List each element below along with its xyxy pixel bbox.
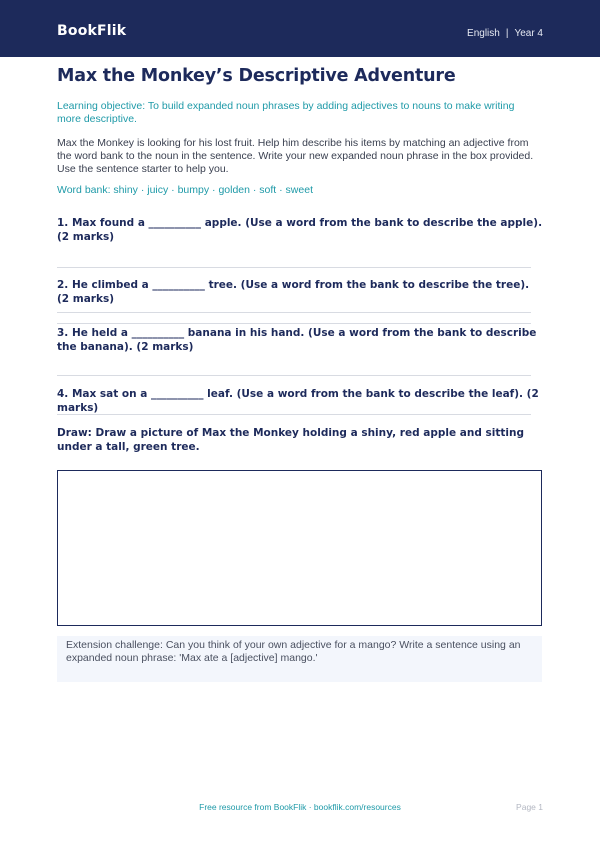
question-3: 3. He held a __________ banana in his hand. (Use a word from the bank to describe the banana). (2 marks) xyxy=(57,327,537,353)
subject-label: English xyxy=(467,28,500,39)
meta-separator: | xyxy=(505,28,509,39)
year-label: Year 4 xyxy=(514,28,543,39)
answer-line-3[interactable] xyxy=(57,375,531,376)
answer-line-2b[interactable] xyxy=(57,323,531,324)
question-4: 4. Max sat on a __________ leaf. (Use a word from the bank to describe the leaf). (2 marks) xyxy=(57,388,539,414)
footer-text: Free resource from BookFlik · bookflik.com/resources xyxy=(199,802,401,812)
answer-line-2[interactable] xyxy=(57,312,531,313)
header-bar xyxy=(0,0,600,57)
learning-objective: Learning objective: To build expanded noun phrases by adding adjectives to nouns to make writing more descriptive. xyxy=(57,100,515,125)
question-2: 2. He climbed a __________ tree. (Use a word from the bank to describe the tree). (2 marks) xyxy=(57,279,530,305)
answer-line-4[interactable] xyxy=(57,414,531,415)
subject-year xyxy=(467,28,543,39)
drawing-box[interactable] xyxy=(57,470,542,626)
page-title: Max the Monkey’s Descriptive Adventure xyxy=(57,66,456,86)
intro-paragraph: Max the Monkey is looking for his lost fruit. Help him describe his items by matching an adjective from the word bank to the noun in the sentence. Write your new expanded noun phrase in the box provided. Use the sentence starter to help you. xyxy=(57,137,534,175)
page-number: Page 1 xyxy=(516,802,543,812)
answer-line-1[interactable] xyxy=(57,267,531,268)
extension-challenge: Extension challenge: Can you think of your own adjective for a mango? Write a sentence using an expanded noun phrase: 'Max ate a [adjective] mango.' xyxy=(57,636,542,682)
question-1: 1. Max found a __________ apple. (Use a word from the bank to describe the apple). (2 marks) xyxy=(57,217,543,243)
brand-logo: BookFlik xyxy=(57,23,127,39)
draw-prompt: Draw: Draw a picture of Max the Monkey holding a shiny, red apple and sitting under a tall, green tree. xyxy=(57,427,524,453)
word-bank: Word bank: shiny · juicy · bumpy · golden · soft · sweet xyxy=(57,184,313,196)
